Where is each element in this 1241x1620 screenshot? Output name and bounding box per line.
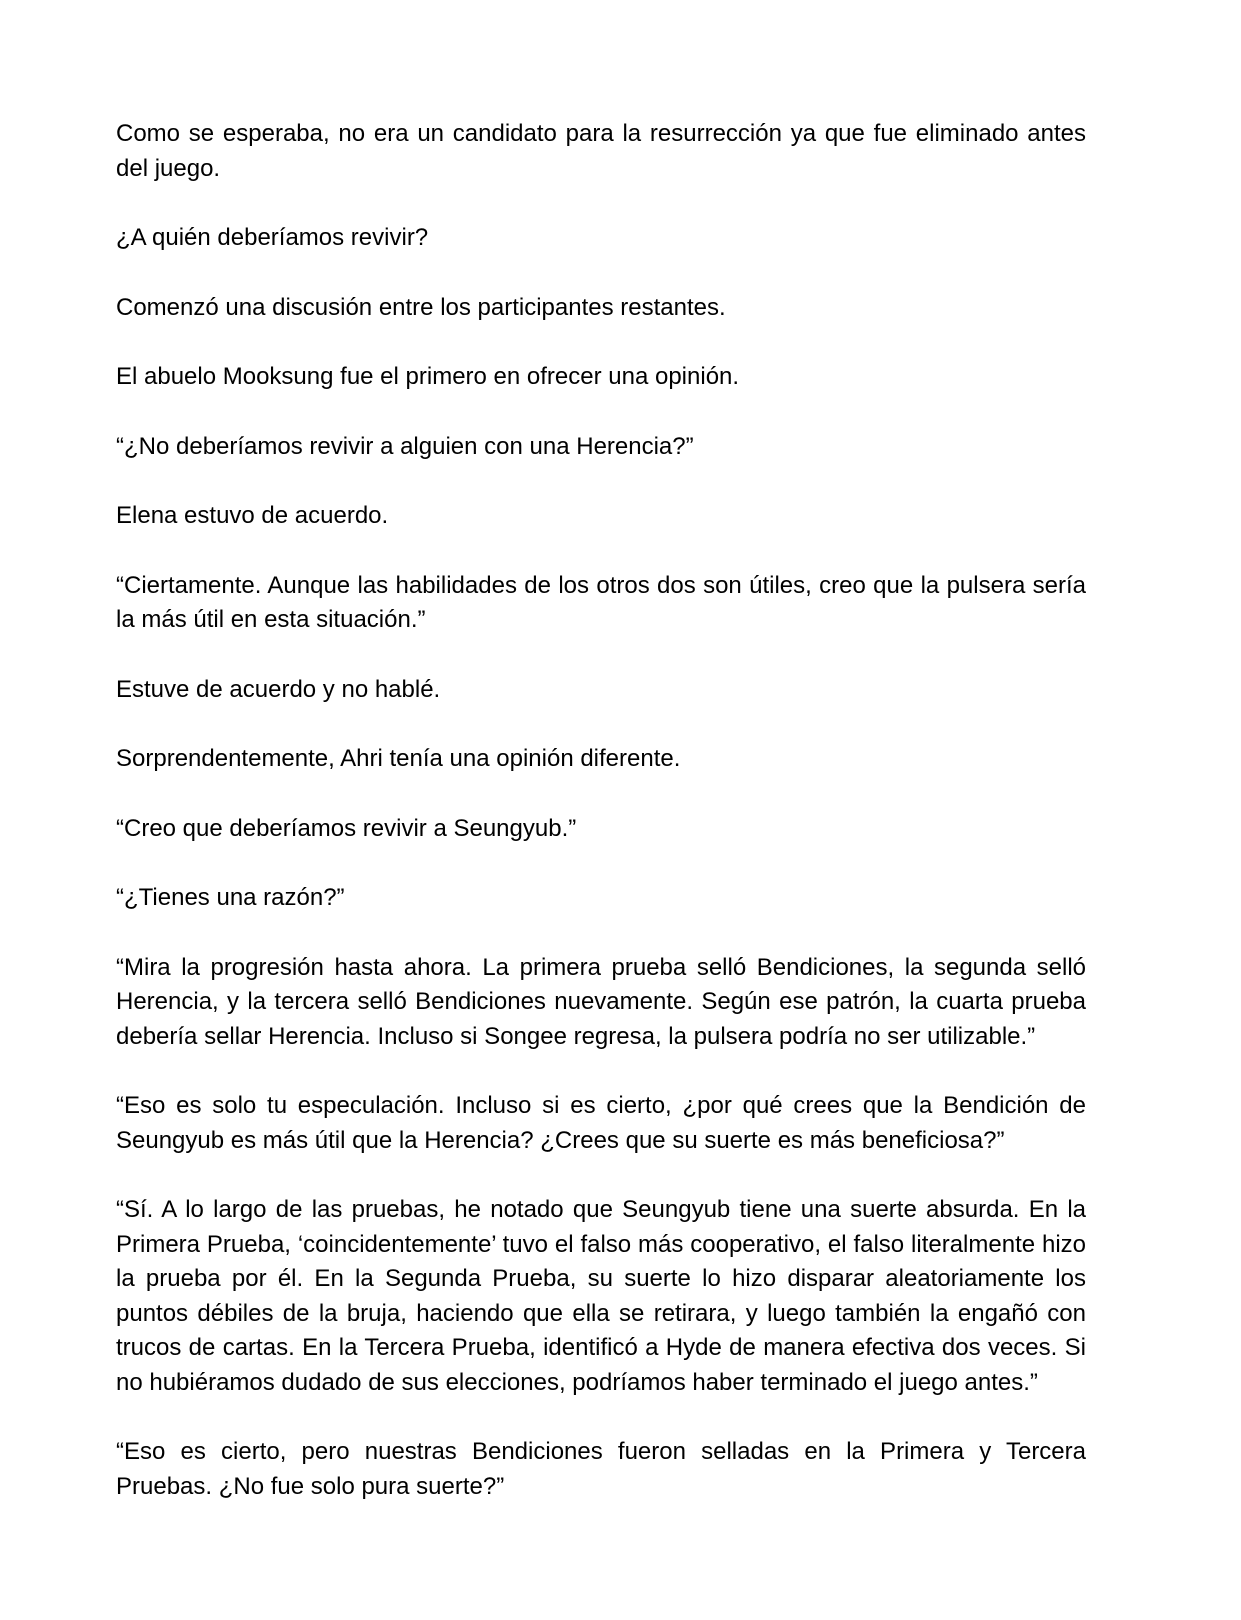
paragraph-4: El abuelo Mooksung fue el primero en ofrecer una opinión. [116,363,740,390]
paragraph-14: “Sí. A lo largo de las pruebas, he notado que Seungyub tiene una suerte absurda. En la Primera Prueba, ‘coincidentemente’ tuvo el falso más cooperativo, el falso literalmente hizo la prueba por él. En la Segunda Prueba, su suerte lo hizo disparar aleatoriamente los puntos débiles de la bruja, haciendo que ella se retirara, y luego también la engañó con trucos de cartas. En la Tercera Prueba, identificó a Hyde de manera efectiva dos veces. Si no hubiéramos dudado de sus elecciones, podríamos haber terminado el juego antes.” [116,1196,1086,1396]
paragraph-9: Sorprendentemente, Ahri tenía una opinión diferente. [116,745,681,772]
paragraph-6: Elena estuvo de acuerdo. [116,502,389,529]
paragraph-5: “¿No deberíamos revivir a alguien con una Herencia?” [116,432,694,460]
paragraph-2: ¿A quién deberíamos revivir? [116,224,429,251]
paragraph-8: Estuve de acuerdo y no hablé. [116,675,441,703]
paragraph-7: “Ciertamente. Aunque las habilidades de los otros dos son útiles, creo que la pulsera sería la más útil en esta situación.” [116,571,1086,633]
document-body [116,117,1086,1504]
paragraph-1: Como se esperaba, no era un candidato para la resurrección ya que fue eliminado antes del juego. [116,120,1086,182]
paragraph-3: Comenzó una discusión entre los participantes restantes. [116,293,726,321]
paragraph-13: “Eso es solo tu especulación. Incluso si es cierto, ¿por qué crees que la Bendición de Seungyub es más útil que la Herencia? ¿Crees que su suerte es más beneficiosa?” [116,1092,1086,1154]
paragraph-10: “Creo que deberíamos revivir a Seungyub.” [116,814,577,842]
paragraph-11: “¿Tienes una razón?” [116,884,345,911]
paragraph-15: “Eso es cierto, pero nuestras Bendiciones fueron selladas en la Primera y Tercera Pruebas. ¿No fue solo pura suerte?” [116,1438,1086,1500]
paragraph-12: “Mira la progresión hasta ahora. La primera prueba selló Bendiciones, la segunda selló Herencia, y la tercera selló Bendiciones nuevamente. Según ese patrón, la cuarta prueba debería sellar Herencia. Incluso si Songee regresa, la pulsera podría no ser utilizable.” [116,953,1086,1050]
